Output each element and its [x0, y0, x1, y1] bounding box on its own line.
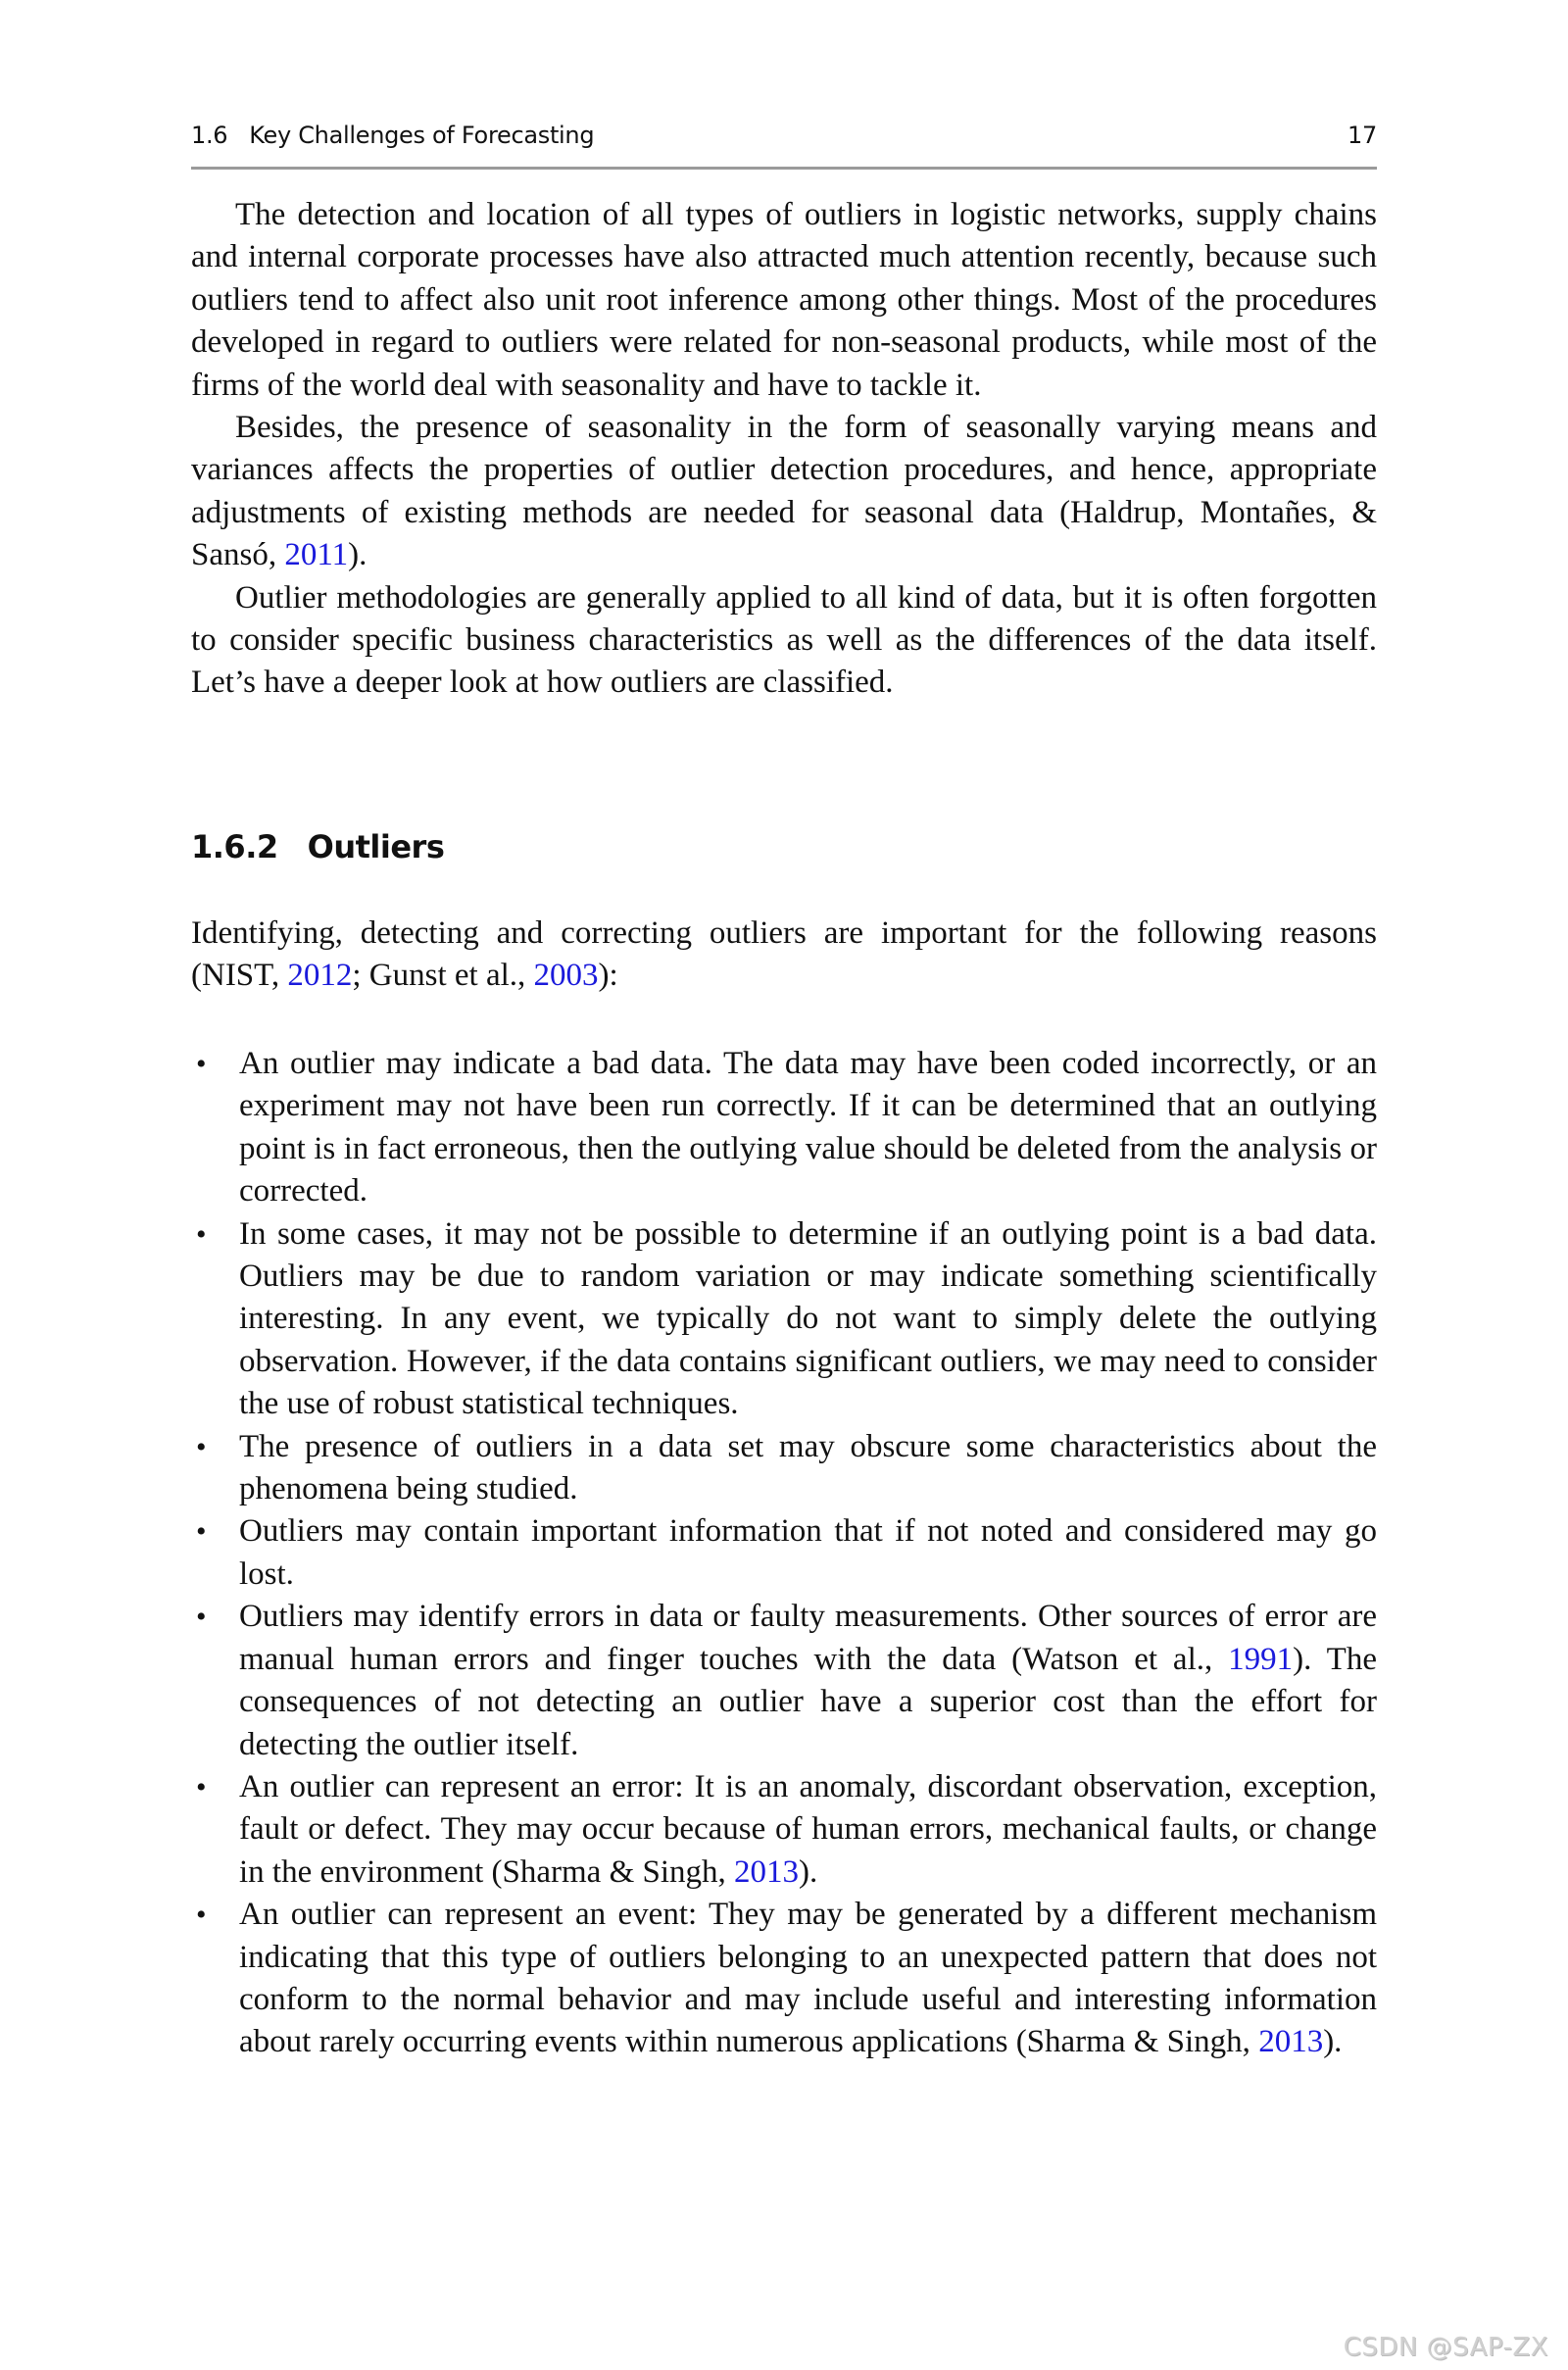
list-item-text: The presence of outliers in a data set may obscure some characteristics about the phenomena being studied. [239, 1428, 1377, 1507]
list-item [191, 1596, 1377, 1766]
citation-link[interactable]: 2013 [734, 1853, 800, 1890]
section-number: 1.6 [191, 122, 228, 149]
list-item-text: An outlier can represent an error: It is an anomaly, discordant observation, exception, fault or defect. They may occur because of human errors, mechanical faults, or change in the environment (Sharma & Singh, [239, 1768, 1377, 1890]
list-item-text: Outliers may contain important information that if not noted and considered may go lost. [239, 1513, 1377, 1592]
bullet-icon: • [196, 1048, 207, 1080]
paragraph-text: Besides, the presence of seasonality in the form of seasonally varying means and variances affects the properties of outlier detection procedures, and hence, appropriate adjustments of existing methods are needed for seasonal data (Haldrup, Montañes, & Sansó, [191, 410, 1377, 573]
bullet-icon: • [196, 1899, 207, 1932]
section-heading-number: 1.6.2 [191, 828, 278, 865]
list-item-text: ). [1323, 2024, 1343, 2060]
lead-paragraph [191, 913, 1377, 998]
running-header [191, 116, 1377, 155]
paragraph-text: ): [598, 958, 618, 994]
section-heading [191, 828, 444, 865]
paragraph: Outlier methodologies are generally applied to all kind of data, but it is often forgotten to consider specific business characteristics as well as the differences of the data itself. Let’s have a deeper look at how outliers are classified. [191, 579, 1377, 701]
list-item-text: Outliers may identify errors in data or faulty measurements. Other sources of error are manual human errors and finger touches with the data (Watson et al., [239, 1599, 1377, 1677]
intro-text [191, 194, 1377, 705]
paragraph: The detection and location of all types of outliers in logistic networks, supply chains and internal corporate processes have also attracted much attention recently, because such outliers tend to affect also unit root inference among other things. Most of the procedures developed in regard to outliers were related for non-seasonal products, while most of the firms of the world deal with seasonality and have to tackle it. [191, 197, 1377, 403]
list-item-text: ). [799, 1853, 818, 1890]
bullet-icon: • [196, 1601, 207, 1634]
citation-link[interactable]: 2011 [284, 537, 349, 573]
list-item-text: In some cases, it may not be possible to determine if an outlying point is a bad data. Outliers may be due to random variation or may indicate something scientifically interesting. In any event, we typically do not want to simply delete the outlying observation. However, if the data contains significant outliers, we may need to consider the use of robust statistical techniques. [239, 1215, 1377, 1422]
header-divider [191, 167, 1377, 170]
paragraph [191, 407, 1377, 577]
running-header-section [191, 122, 594, 149]
watermark: CSDN @SAP-ZX [1343, 2333, 1548, 2362]
section-heading-title: Outliers [307, 828, 445, 865]
list-item [191, 1043, 1377, 1213]
list-item [191, 1426, 1377, 1511]
list-item [191, 1766, 1377, 1894]
bullet-icon: • [196, 1430, 207, 1463]
reasons-list [191, 1043, 1377, 2064]
page-number: 17 [1348, 122, 1377, 149]
list-item-text: An outlier may indicate a bad data. The data may have been coded incorrectly, or an experiment may not have been run correctly. If it can be determined that an outlying point is in fact erroneous, then the outlying value should be deleted from the analysis or corrected. [239, 1046, 1377, 1210]
bullet-icon: • [196, 1770, 207, 1803]
section-title: Key Challenges of Forecasting [249, 122, 595, 149]
citation-link[interactable]: 1991 [1228, 1641, 1294, 1677]
paragraph-text: ; Gunst et al., [352, 958, 534, 994]
bullet-icon: • [196, 1217, 207, 1251]
bullet-icon: • [196, 1515, 207, 1549]
citation-link[interactable]: 2012 [287, 958, 353, 994]
citation-link[interactable]: 2013 [1258, 2024, 1324, 2060]
paragraph-text: ). [348, 537, 368, 573]
list-item-text: ). The consequences of not detecting an outlier have a superior cost than the effort for detecting the outlier itself. [239, 1641, 1377, 1762]
list-item [191, 1510, 1377, 1596]
section-lead [191, 913, 1377, 998]
paragraph-text: Identifying, detecting and correcting outliers are important for the following reasons (NIST, [191, 915, 1377, 994]
list-item [191, 1213, 1377, 1426]
citation-link[interactable]: 2003 [533, 958, 599, 994]
list-item-text: An outlier can represent an event: They may be generated by a different mechanism indicating that this type of outliers belonging to an unexpected pattern that does not conform to the normal behavior and may include useful and interesting information about rarely occurring events within numerous applications (Sharma & Singh, [239, 1897, 1377, 2060]
list-item [191, 1894, 1377, 2064]
